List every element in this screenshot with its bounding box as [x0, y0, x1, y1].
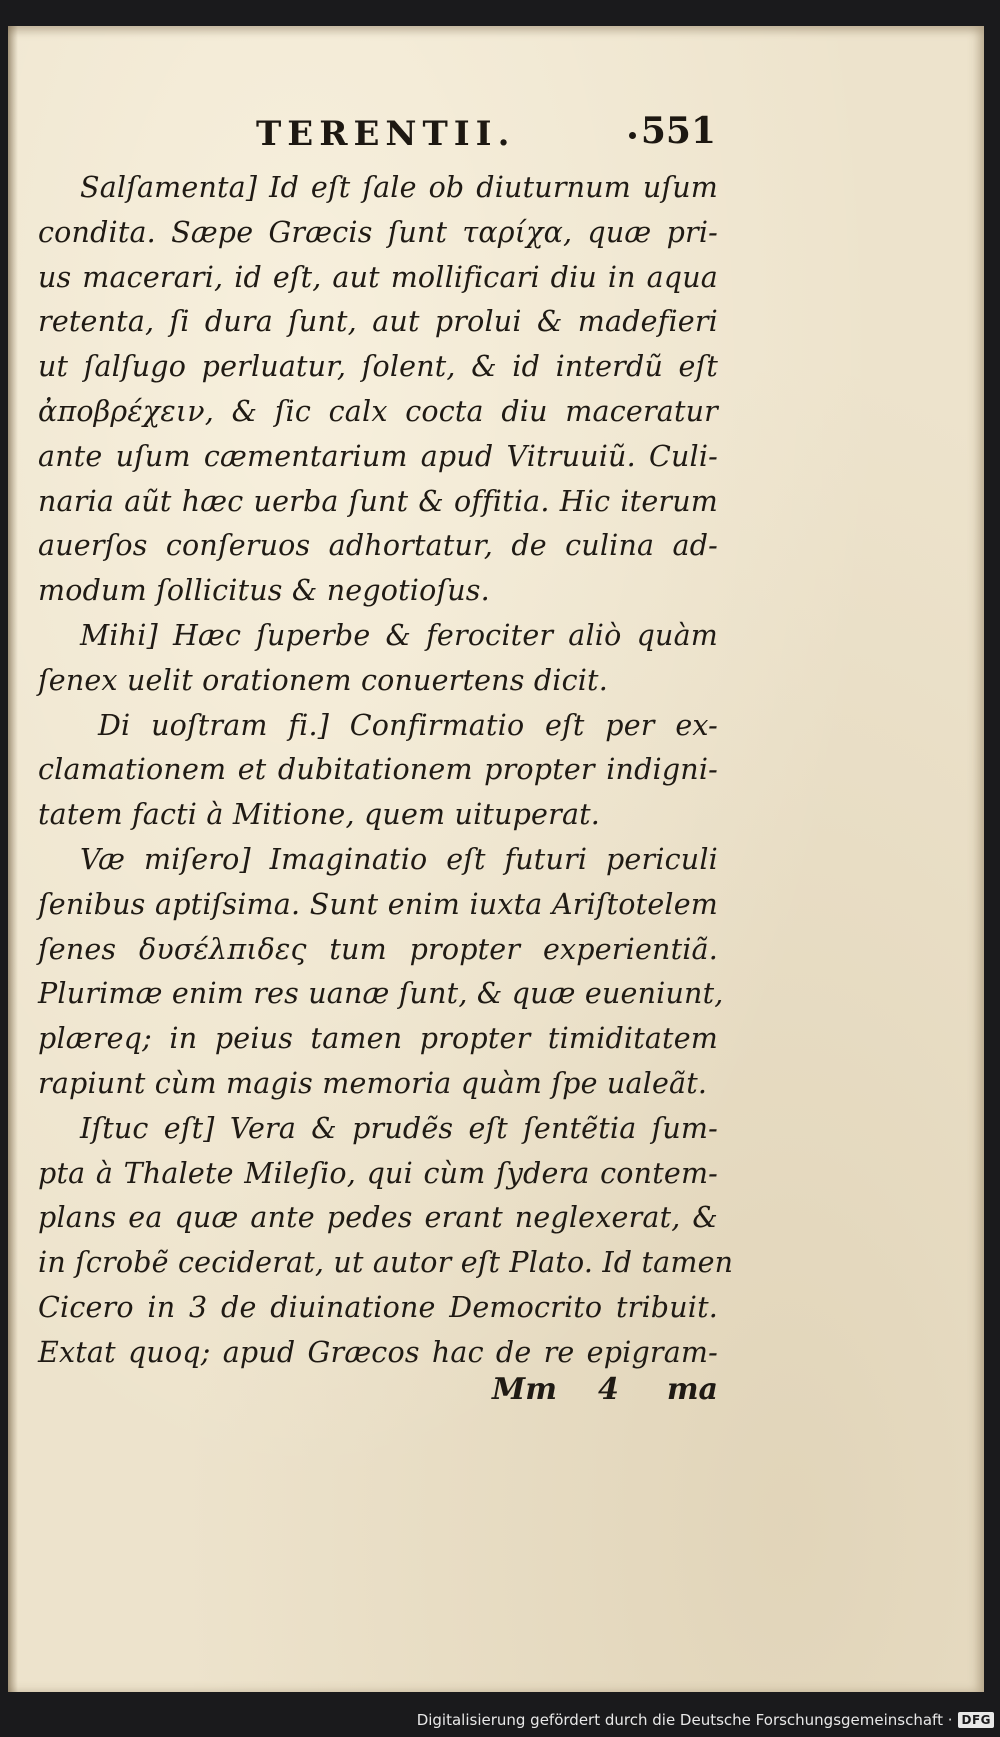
- text-line: ſenex uelit orationem conuertens dicit.: [38, 663, 608, 697]
- signature-number: 4: [598, 1372, 619, 1407]
- text-line: ut ſalſugo perluatur, ſolent, & id interdũ eſt: [38, 350, 718, 384]
- text-line: ſenes δυσέλπιδες tum propter experientiã.: [38, 932, 718, 966]
- digitization-footer: [417, 1707, 994, 1733]
- page-header: [256, 106, 716, 166]
- text-line: us macerari, id eſt, aut mollificari diu in aqua: [38, 260, 718, 294]
- text-line: Mihi] Hæc ſuperbe & ferociter aliò quàm: [80, 618, 718, 652]
- text-line: condita. Sæpe Græcis ſunt ταρίχα, quæ pri-: [38, 215, 718, 249]
- book-page: [8, 26, 984, 1692]
- text-line: Di uoſtram fi.] Confirmatio eſt per ex-: [98, 708, 718, 742]
- commentary-text: [38, 166, 734, 1376]
- text-line: retenta, ſi dura ſunt, aut prolui & madefieri: [38, 305, 718, 339]
- text-line: plans ea quæ ante pedes erant neglexerat, &: [38, 1201, 718, 1235]
- text-line: rapiunt cùm magis memoria quàm ſpe ualeãt.: [38, 1066, 708, 1100]
- text-line: ἀποβρέχειν, & ſic calx cocta diu maceratur: [38, 394, 718, 428]
- text-line: clamationem et dubitationem propter indigni-: [38, 753, 718, 787]
- catchword: ma: [666, 1372, 718, 1407]
- page-number: 551: [640, 110, 716, 152]
- text-line: Cicero in 3 de diuinatione Democrito tribuit.: [38, 1290, 718, 1324]
- text-line: Plurimæ enim res uanæ ſunt, & quæ eueniunt,: [38, 977, 724, 1011]
- text-line: pta à Thalete Mileſio, qui cùm ſydera contem-: [38, 1156, 718, 1190]
- text-line: ſenibus aptiſsima. Sunt enim iuxta Ariſtotelem: [38, 887, 718, 921]
- page-gutter-shadow: [8, 26, 18, 1692]
- dfg-logo: DFG: [958, 1712, 994, 1728]
- text-line: in ſcrobẽ ceciderat, ut autor eſt Plato. Id tamen: [38, 1246, 734, 1280]
- text-line: auerſos conſeruos adhortatur, de culina ad-: [38, 529, 718, 563]
- signature-mark: Mm: [492, 1372, 557, 1407]
- text-line: Extat quoq; apud Græcos hac de re epigram-: [38, 1335, 718, 1369]
- text-line: Salſamenta] Id eſt ſale ob diuturnum uſum: [80, 171, 718, 204]
- funding-credit: Digitalisierung gefördert durch die Deutsche Forschungsgemeinschaft ·: [416, 1711, 953, 1729]
- text-line: modum ſollicitus & negotioſus.: [38, 574, 490, 608]
- text-line: Iſtuc eſt] Vera & prudẽs eſt ſentẽtia ſum-: [80, 1111, 718, 1145]
- text-line: naria aũt hæc uerba ſunt & offitia. Hic iterum: [38, 484, 718, 518]
- text-line: tatem facti à Mitione, quem uituperat.: [38, 798, 601, 832]
- text-line: ante uſum cæmentarium apud Vitruuiũ. Culi-: [38, 439, 718, 473]
- header-dot: [629, 132, 636, 139]
- text-line: Væ miſero] Imaginatio eſt futuri periculi: [80, 842, 718, 876]
- text-line: plæreq; in peius tamen propter timiditatem: [38, 1022, 718, 1056]
- running-title: TERENTII.: [256, 114, 516, 154]
